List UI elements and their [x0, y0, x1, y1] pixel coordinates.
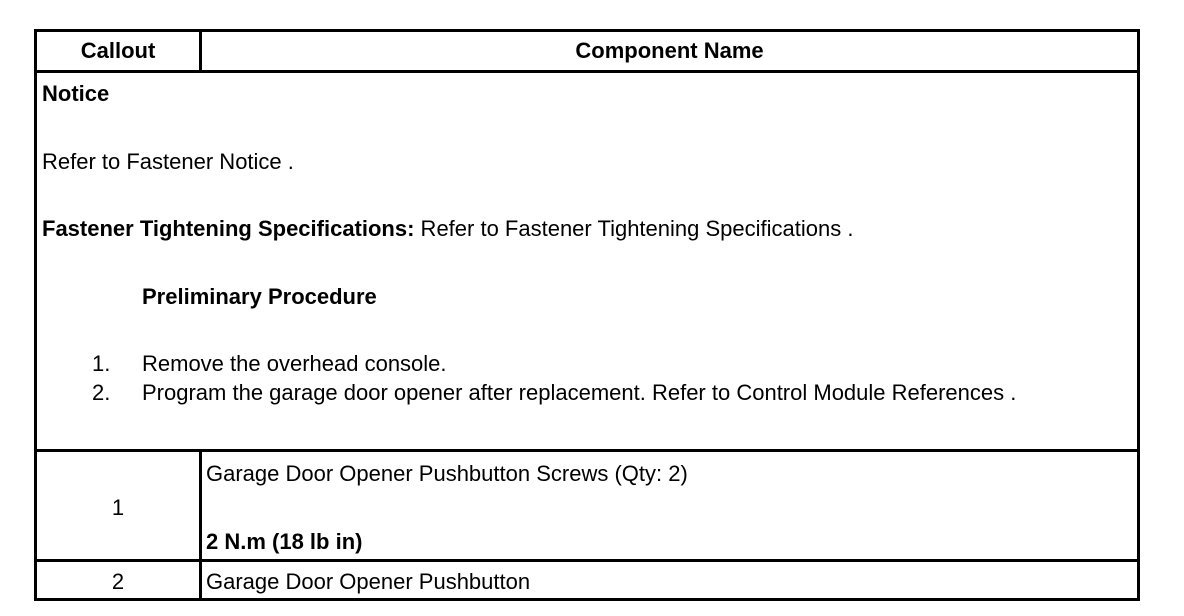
specifications-reference: Refer to Fastener Tightening Specifications .: [414, 216, 854, 241]
fastener-specifications-line: [42, 216, 853, 242]
table-row-callout: 2: [111, 569, 125, 594]
torque-specification: 2 N.m (18 lb in): [206, 529, 363, 554]
notice-title: Notice: [42, 81, 110, 106]
notice-divider: [37, 449, 1137, 452]
callout-column-header: Callout: [80, 38, 156, 63]
component-name-column-header: Component Name: [575, 38, 764, 63]
step-number: 2.: [92, 380, 111, 405]
table-row-component-name: Garage Door Opener Pushbutton: [206, 569, 531, 594]
header-column-divider: [199, 32, 202, 70]
step-text: Program the garage door opener after replacement. Refer to Control Module References .: [142, 380, 1017, 405]
rows-column-divider: [199, 449, 202, 601]
row-divider: [37, 559, 1137, 562]
component-table: [34, 29, 1140, 601]
table-row-component-name: Garage Door Opener Pushbutton Screws (Qty: 2): [206, 461, 688, 486]
table-row-callout: 1: [111, 495, 125, 520]
step-number: 1.: [92, 351, 111, 376]
fastener-notice-reference: Refer to Fastener Notice .: [42, 149, 294, 174]
step-text: Remove the overhead console.: [142, 351, 447, 376]
header-divider: [37, 70, 1137, 73]
preliminary-procedure-title: Preliminary Procedure: [142, 284, 377, 309]
specifications-label: Fastener Tightening Specifications:: [42, 216, 415, 241]
